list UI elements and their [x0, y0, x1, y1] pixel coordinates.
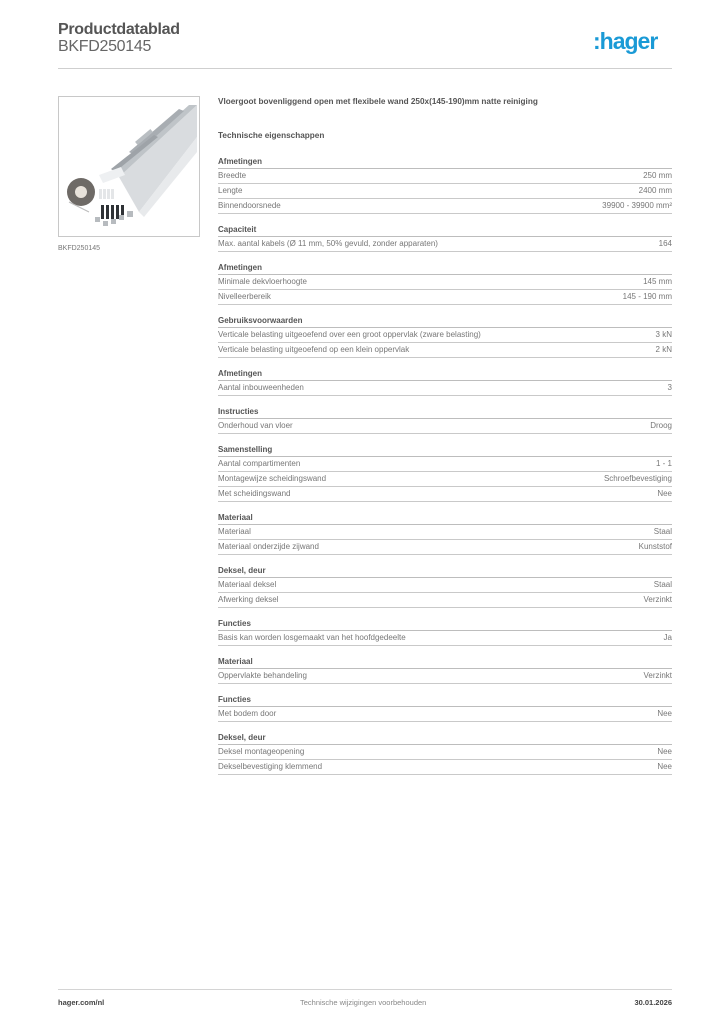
spec-group-usage: [218, 314, 672, 358]
product-image-icon: [59, 97, 199, 236]
spec-row: [218, 457, 672, 472]
spec-label: Lengte: [218, 186, 243, 195]
spec-row: [218, 487, 672, 502]
spec-row: [218, 631, 672, 646]
group-title: Afmetingen: [218, 261, 672, 275]
group-title: Materiaal: [218, 511, 672, 525]
spec-group-composition: [218, 443, 672, 502]
spec-label: Deksel montageopening: [218, 747, 305, 756]
spec-label: Met scheidingswand: [218, 489, 291, 498]
spec-group-dimensions-3: [218, 367, 672, 396]
group-title: Gebruiksvoorwaarden: [218, 314, 672, 328]
spec-value: 164: [658, 239, 672, 248]
spec-row: [218, 707, 672, 722]
spec-label: Verticale belasting uitgeoefend over een groot oppervlak (zware belasting): [218, 330, 481, 339]
spec-group-material-2: [218, 655, 672, 684]
spec-label: Max. aantal kabels (Ø 11 mm, 50% gevuld, zonder apparaten): [218, 239, 438, 248]
group-title: Materiaal: [218, 655, 672, 669]
spec-group-dimensions: [218, 155, 672, 214]
spec-label: Aantal compartimenten: [218, 459, 301, 468]
spec-value: Nee: [657, 747, 672, 756]
spec-row: [218, 760, 672, 775]
spec-value: 2 kN: [655, 345, 672, 354]
page-title: Productdatablad: [58, 21, 180, 38]
spec-row: [218, 540, 672, 555]
spec-row: [218, 184, 672, 199]
footer-divider: [58, 989, 672, 990]
spec-value: Nee: [657, 489, 672, 498]
group-title: Functies: [218, 693, 672, 707]
spec-group-cover: [218, 564, 672, 608]
group-title: Afmetingen: [218, 367, 672, 381]
spec-label: Oppervlakte behandeling: [218, 671, 307, 680]
spec-label: Basis kan worden losgemaakt van het hoofdgedeelte: [218, 633, 406, 642]
group-title: Deksel, deur: [218, 564, 672, 578]
group-title: Samenstelling: [218, 443, 672, 457]
spec-value: Nee: [657, 762, 672, 771]
spec-label: Minimale dekvloerhoogte: [218, 277, 307, 286]
spec-row: [218, 199, 672, 214]
spec-label: Met bodem door: [218, 709, 277, 718]
footer-disclaimer: Technische wijzigingen voorbehouden: [300, 998, 427, 1007]
spec-row: [218, 419, 672, 434]
spec-row: [218, 290, 672, 305]
spec-value: 39900 - 39900 mm²: [602, 201, 672, 210]
section-title: Technische eigenschappen: [218, 131, 325, 140]
spec-value: 3 kN: [655, 330, 672, 339]
spec-label: Verticale belasting uitgeoefend op een klein oppervlak: [218, 345, 410, 354]
image-caption: BKFD250145: [58, 245, 101, 252]
spec-row: [218, 343, 672, 358]
product-code: BKFD250145: [58, 38, 152, 55]
specs-table: [218, 155, 672, 784]
spec-label: Onderhoud van vloer: [218, 421, 293, 430]
spec-value: 145 mm: [643, 277, 672, 286]
header-divider: [58, 68, 672, 69]
spec-value: Nee: [657, 709, 672, 718]
spec-label: Nivelleerbereik: [218, 292, 271, 301]
product-image: [58, 96, 200, 237]
spec-label: Aantal inbouweenheden: [218, 383, 304, 392]
spec-row: [218, 328, 672, 343]
spec-group-functions: [218, 617, 672, 646]
product-description: Vloergoot bovenliggend open met flexibele wand 250x(145-190)mm natte reiniging: [218, 97, 538, 106]
spec-row: [218, 593, 672, 608]
spec-label: Materiaal: [218, 527, 251, 536]
spec-value: 1 - 1: [655, 459, 672, 468]
spec-value: 3: [667, 383, 672, 392]
spec-row: [218, 275, 672, 290]
spec-group-functions-2: [218, 693, 672, 722]
spec-group-dimensions-2: [218, 261, 672, 305]
spec-value: 145 - 190 mm: [622, 292, 672, 301]
spec-value: Schroefbevestiging: [603, 474, 672, 483]
spec-value: Verzinkt: [643, 671, 672, 680]
spec-row: [218, 169, 672, 184]
spec-value: 250 mm: [643, 171, 672, 180]
spec-label: Montagewijze scheidingswand: [218, 474, 327, 483]
spec-row: [218, 525, 672, 540]
spec-value: 2400 mm: [638, 186, 672, 195]
footer-date: 30.01.2026: [634, 998, 672, 1007]
spec-value: Staal: [653, 527, 672, 536]
group-title: Functies: [218, 617, 672, 631]
spec-value: Verzinkt: [643, 595, 672, 604]
spec-row: [218, 745, 672, 760]
spec-group-capacity: [218, 223, 672, 252]
spec-value: Staal: [653, 580, 672, 589]
spec-group-instructions: [218, 405, 672, 434]
hager-logo: :hager: [593, 28, 658, 54]
spec-group-material: [218, 511, 672, 555]
spec-value: Ja: [663, 633, 672, 642]
spec-value: Kunststof: [638, 542, 672, 551]
group-title: Instructies: [218, 405, 672, 419]
spec-row: [218, 472, 672, 487]
group-title: Capaciteit: [218, 223, 672, 237]
spec-group-cover-2: [218, 731, 672, 775]
spec-row: [218, 669, 672, 684]
spec-label: Materiaal deksel: [218, 580, 277, 589]
spec-row: [218, 578, 672, 593]
spec-row: [218, 237, 672, 252]
spec-value: Droog: [650, 421, 672, 430]
spec-label: Afwerking deksel: [218, 595, 279, 604]
spec-label: Dekselbevestiging klemmend: [218, 762, 323, 771]
footer-website-link[interactable]: hager.com/nl: [58, 998, 105, 1007]
group-title: Deksel, deur: [218, 731, 672, 745]
spec-label: Binnendoorsnede: [218, 201, 281, 210]
spec-label: Breedte: [218, 171, 247, 180]
spec-label: Materiaal onderzijde zijwand: [218, 542, 319, 551]
spec-row: [218, 381, 672, 396]
group-title: Afmetingen: [218, 155, 672, 169]
